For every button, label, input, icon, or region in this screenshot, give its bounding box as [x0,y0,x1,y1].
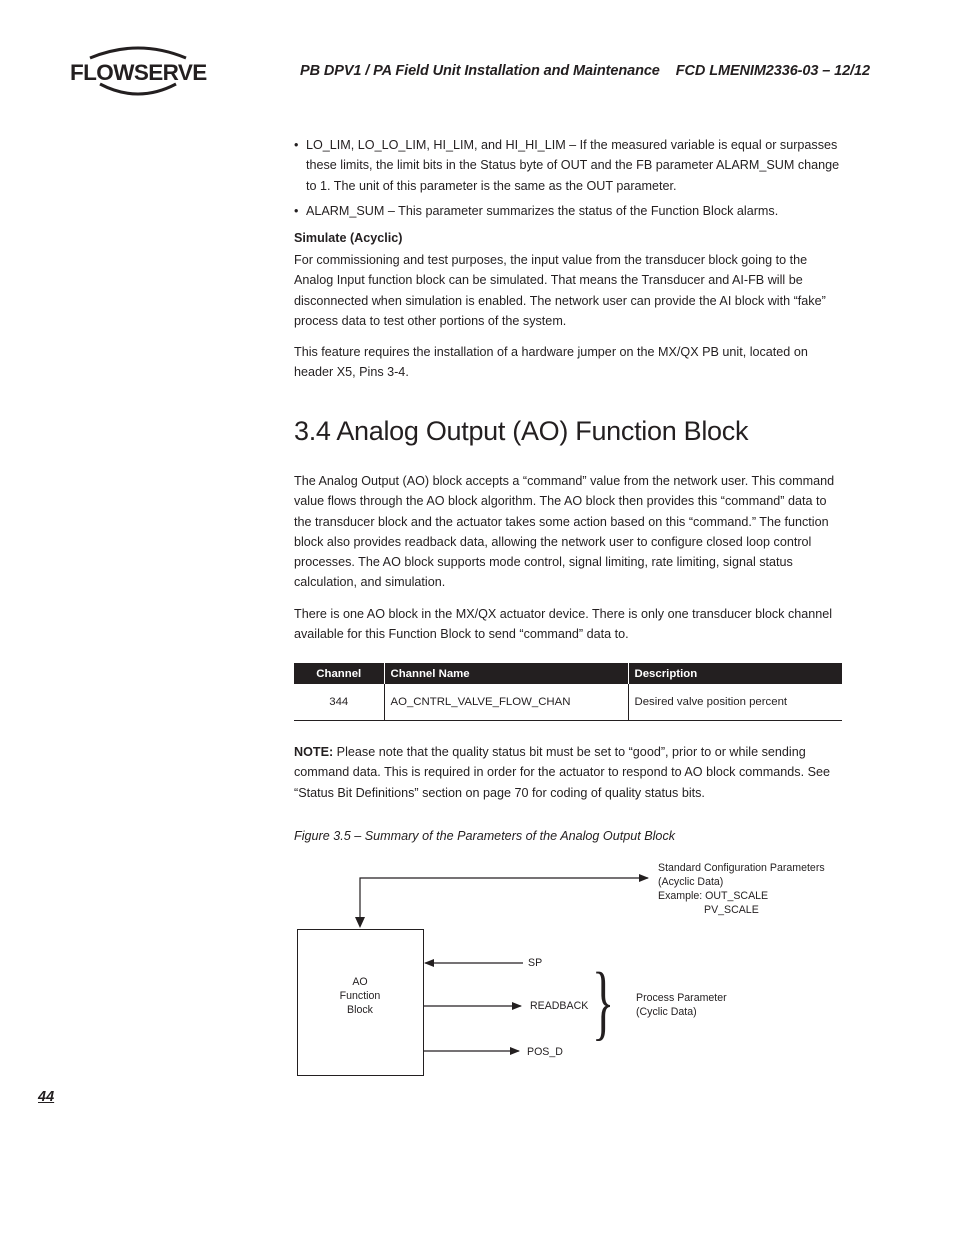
bullet-dot: • [294,138,299,152]
section-title: 3.4 Analog Output (AO) Function Block [294,416,749,446]
block-label-line: Function [339,990,381,1002]
config-params-label [658,861,825,917]
process-label-line: Process Parameter [636,992,727,1004]
bullet-limits [294,135,842,196]
flowserve-logo [68,42,208,96]
simulate-heading: Simulate (Acyclic) [294,231,403,245]
header-description: Description [628,663,842,684]
note-label: NOTE: [294,745,334,759]
header-channel-name: Channel Name [384,663,628,684]
note-paragraph [294,742,842,803]
sp-label: SP [528,957,543,969]
section-paragraph-1: The Analog Output (AO) block accepts a “command” value from the network user. This command value flows through the AO block algorithm. The AO block then provides this “command” data to the transducer block and the actuator takes some action based on this “command.” The function block also provides readback data, allowing the network user to configure closed loop control processes. The AO block supports mode control, signal limiting, rate limiting, signal status calculation, and simulation. [294,474,835,590]
bullet-dot: • [294,204,299,218]
table-row [294,684,842,721]
table-header-row [294,663,842,684]
page-number: 44 [38,1089,55,1105]
process-params-label [636,991,727,1019]
config-label-line: (Acyclic Data) [658,876,724,888]
cell-channel: 344 [294,684,384,721]
logo-wordmark: FLOWSERVE [70,60,207,85]
note-text: Please note that the quality status bit must be set to “good”, prior to or while sending command data. This is required in order for the actuator to respond to AO block commands. See “Status Bit Definitions” section on page 70 for coding of quality status bits. [294,745,830,800]
simulate-paragraph-2: This feature requires the installation of a hardware jumper on the MX/QX PB unit, located on header X5, Pins 3-4. [294,345,808,380]
cell-channel-name: AO_CNTRL_VALVE_FLOW_CHAN [384,684,628,721]
document-code: FCD LMENIM2336-03 – 12/12 [675,63,870,79]
process-label-line: (Cyclic Data) [636,1006,697,1018]
function-block-label [330,975,390,1017]
config-label-line: PV_SCALE [704,904,759,916]
config-arrow [360,878,648,926]
bullet-text: ALARM_SUM – This parameter summarizes the status of the Function Block alarms. [306,204,779,218]
header-channel: Channel [294,663,384,684]
simulate-paragraph-1: For commissioning and test purposes, the input value from the transducer block going to the Analog Input function block can be simulated. That means the Transducer and AI-FB will be disconnected when simulation is enabled. The network user can provide the AI block with “fake” process data to test other portions of the system. [294,253,826,328]
cell-description: Desired valve position percent [628,684,842,721]
pos-d-label: POS_D [527,1046,563,1058]
section-paragraph-2: There is one AO block in the MX/QX actuator device. There is only one transducer block channel available for this Function Block to send “command” data to. [294,607,833,642]
brace-symbol: } [592,956,615,1049]
config-arrow-down-head [355,917,365,928]
block-label-line: Block [347,1004,373,1016]
config-label-line: Example: OUT_SCALE [658,890,769,902]
channel-table [294,663,842,721]
bullet-text: LO_LIM, LO_LO_LIM, HI_LIM, and HI_HI_LIM – If the measured variable is equal or surpasses these limits, the limit bits in the Status byte of OUT and the FB parameter ALARM_SUM change to 1. The unit of this parameter is the same as the OUT parameter. [306,138,840,193]
readback-label: READBACK [530,1000,589,1012]
document-title: PB DPV1 / PA Field Unit Installation and Maintenance [300,63,660,79]
bullet-alarm-sum [294,201,842,221]
block-label-line: AO [352,976,368,988]
config-label-line: Standard Configuration Parameters [658,862,825,874]
figure-caption: Figure 3.5 – Summary of the Parameters of the Analog Output Block [294,829,676,843]
running-header [300,63,870,79]
